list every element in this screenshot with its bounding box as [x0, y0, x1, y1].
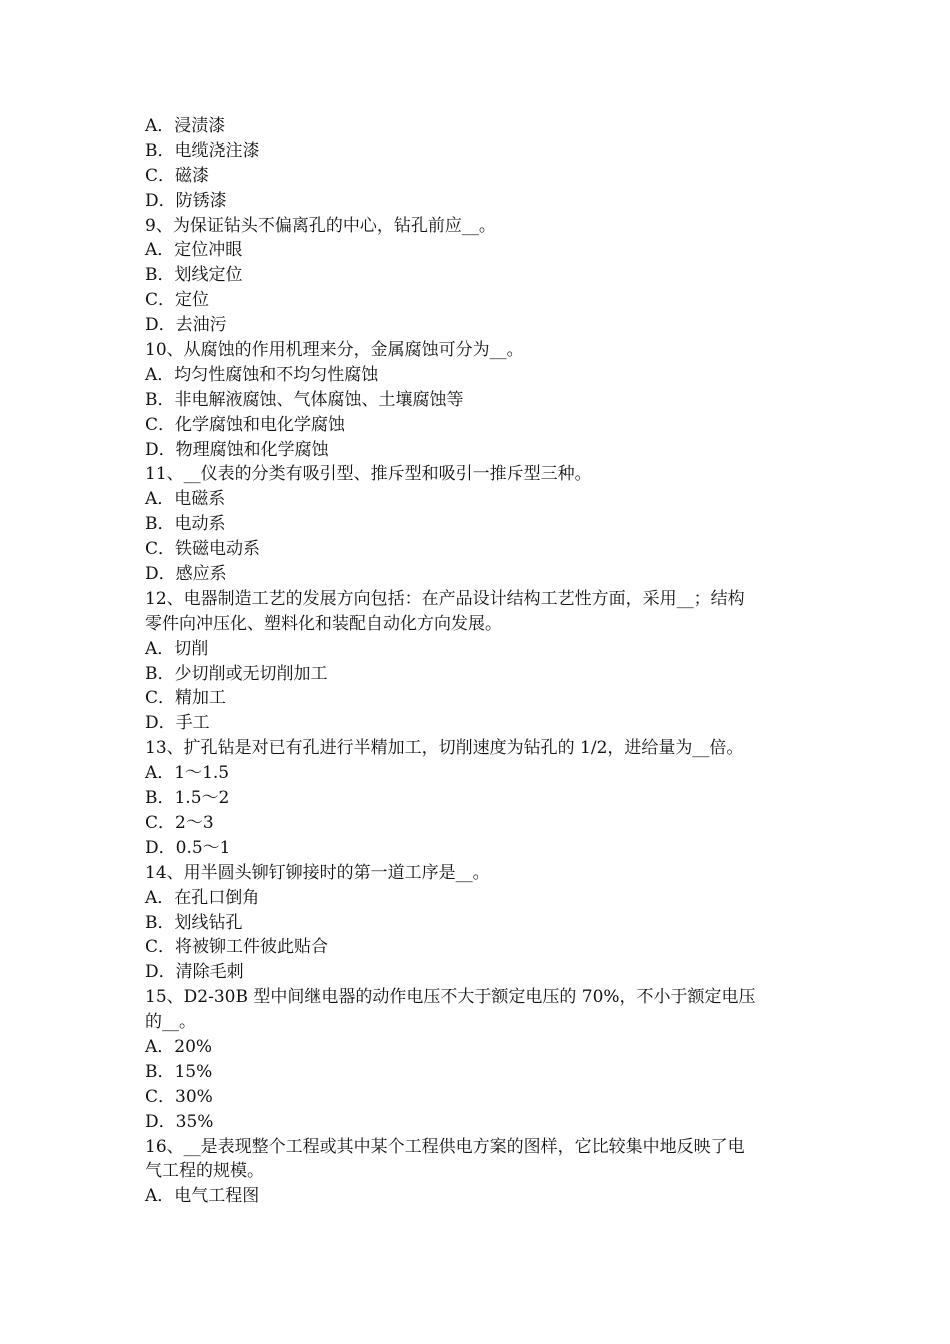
question-10: 10、从腐蚀的作用机理来分，金属腐蚀可分为__。	[145, 340, 524, 361]
question-9: 9、为保证钻头不偏离孔的中心，钻孔前应__。	[145, 215, 496, 236]
option-c: C．化学腐蚀和电化学腐蚀	[145, 414, 346, 435]
option-d: D．去油污	[145, 315, 227, 336]
question-16: 16、__是表现整个工程或其中某个工程供电方案的图样，它比较集中地反映了电	[145, 1136, 745, 1157]
option-a: A．20%	[145, 1036, 213, 1057]
option-a: A．定位冲眼	[145, 240, 243, 261]
option-c: C．30%	[145, 1086, 213, 1107]
option-b: B．少切削或无切削加工	[145, 663, 328, 684]
question-12-continued: 零件向冲压化、塑料化和装配自动化方向发展。	[145, 613, 502, 634]
question-12: 12、电器制造工艺的发展方向包括：在产品设计结构工艺性方面，采用__；结构	[145, 588, 745, 609]
option-a: A．切削	[145, 638, 209, 659]
option-c: C．将被铆工件彼此贴合	[145, 937, 329, 958]
option-c: C．精加工	[145, 688, 227, 709]
option-b: B．非电解液腐蚀、气体腐蚀、土壤腐蚀等	[145, 389, 464, 410]
option-b: B．15%	[145, 1061, 213, 1082]
option-c: C．磁漆	[145, 165, 210, 186]
question-16-continued: 气工程的规模。	[145, 1161, 264, 1182]
question-11: 11、__仪表的分类有吸引型、推斥型和吸引一推斥型三种。	[145, 464, 592, 485]
option-d: D．清除毛刺	[145, 962, 244, 983]
option-d: D．防锈漆	[145, 190, 227, 211]
option-b: B．1.5～2	[145, 788, 230, 809]
option-d: D．手工	[145, 713, 210, 734]
option-a: A．均匀性腐蚀和不均匀性腐蚀	[145, 364, 379, 385]
option-b: B．划线定位	[145, 265, 243, 286]
question-15: 15、D2-30B 型中间继电器的动作电压不大于额定电压的 70%，不小于额定电压	[145, 987, 756, 1008]
option-b: B．电动系	[145, 514, 226, 535]
question-15-continued: 的__。	[145, 1012, 196, 1033]
document-page	[145, 114, 815, 1209]
option-a: A．电气工程图	[145, 1186, 260, 1207]
option-b: B．划线钻孔	[145, 912, 243, 933]
option-d: D．0.5～1	[145, 837, 231, 858]
question-14: 14、用半圆头铆钉铆接时的第一道工序是__。	[145, 862, 490, 883]
option-c: C．定位	[145, 290, 210, 311]
question-13: 13、扩孔钻是对已有孔进行半精加工，切削速度为钻孔的 1/2，进给量为__倍。	[145, 738, 744, 759]
option-c: C．铁磁电动系	[145, 539, 261, 560]
option-a: A．1～1.5	[145, 763, 230, 784]
option-a: A．电磁系	[145, 489, 226, 510]
option-c: C．2～3	[145, 812, 214, 833]
option-b: B．电缆浇注漆	[145, 140, 260, 161]
option-d: D．物理腐蚀和化学腐蚀	[145, 439, 329, 460]
option-d: D．感应系	[145, 564, 227, 585]
option-d: D．35%	[145, 1111, 214, 1132]
option-a: A．浸渍漆	[145, 116, 226, 136]
option-a: A．在孔口倒角	[145, 887, 260, 908]
